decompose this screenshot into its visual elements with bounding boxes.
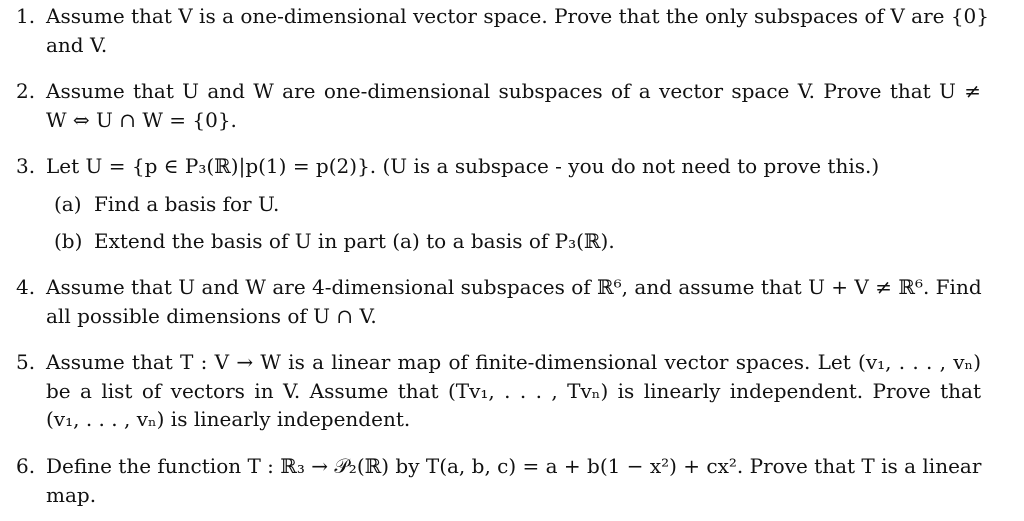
problem-text-line: all possible dimensions of U ∩ V. — [46, 304, 377, 328]
problem-text-line: map. — [46, 483, 97, 507]
problem-number: 3. — [16, 154, 36, 178]
problem-number: 1. — [16, 4, 36, 28]
problem-number: 6. — [16, 454, 36, 478]
problem-text-line: W ⇔ U ∩ W = {0}. — [46, 108, 237, 132]
problem-number: 4. — [16, 275, 36, 299]
problem-text-line: and V. — [46, 33, 108, 57]
subpart-label-b: (b) — [54, 229, 83, 253]
problem-text-line: (v₁, . . . , vₙ) is linearly independent. — [46, 407, 411, 431]
subpart-text-b: Extend the basis of U in part (a) to a basis of P₃(ℝ). — [94, 229, 615, 253]
problem-text-line: Assume that V is a one-dimensional vector space. Prove that the only subspaces of V are {0} — [46, 4, 989, 28]
problem-text-line: Let U = {p ∈ P₃(ℝ)|p(1) = p(2)}. (U is a subspace - you do not need to prove this.) — [46, 154, 880, 178]
problem-text-line: Assume that T : V → W is a linear map of finite-dimensional vector spaces. Let (v₁, . . . , vₙ) — [46, 350, 981, 374]
problem-text-line: Assume that U and W are 4-dimensional subspaces of ℝ⁶, and assume that U + V ≠ ℝ⁶. Find — [46, 275, 982, 299]
problem-number: 2. — [16, 79, 36, 103]
subpart-text-a: Find a basis for U. — [94, 192, 280, 216]
problem-text-line: Assume that U and W are one-dimensional subspaces of a vector space V. Prove that U ≠ — [46, 79, 981, 103]
problem-text-line: Define the function T : ℝ₃ → 𝒫₂(ℝ) by T(a, b, c) = a + b(1 − x²) + cx². Prove that T is a linear — [46, 454, 982, 478]
problem-text-line: be a list of vectors in V. Assume that (Tv₁, . . . , Tvₙ) is linearly independent. Prove that — [46, 379, 981, 403]
subpart-label-a: (a) — [54, 192, 82, 216]
problem-number: 5. — [16, 350, 36, 374]
